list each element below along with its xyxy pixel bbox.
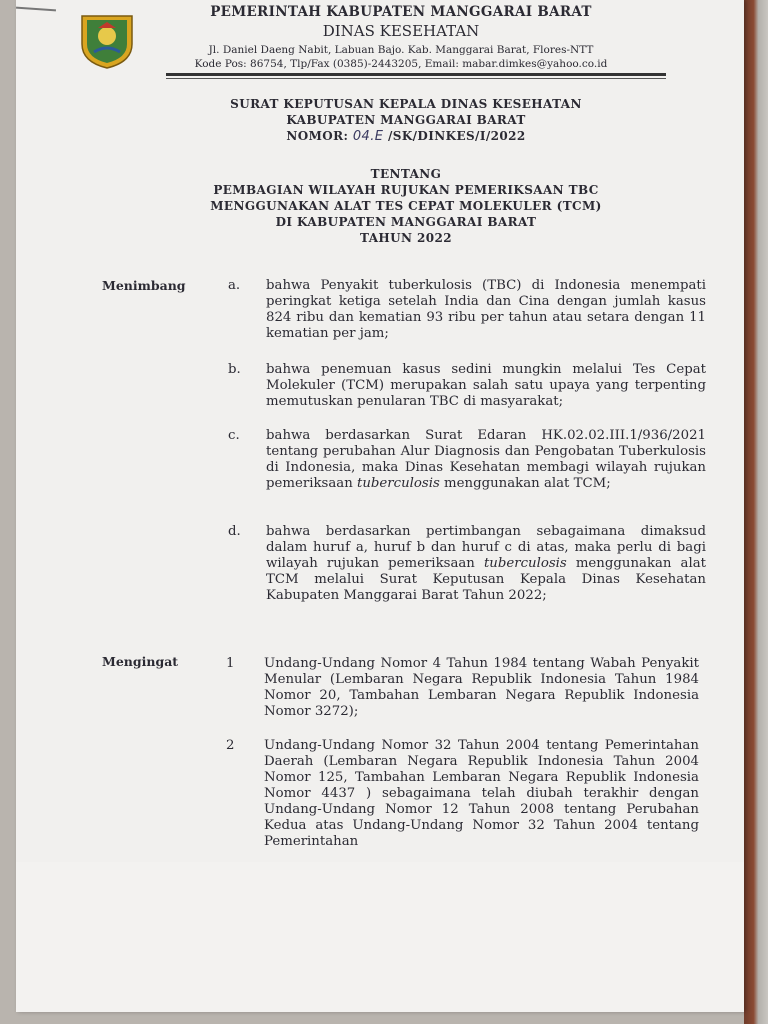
item-text: bahwa penemuan kasus sedini mungkin melalui Tes Cepat Molekuler (TCM) merupakan salah satu upaya yang terpenting memutuskan penularan TBC di masyarakat; <box>266 362 706 409</box>
regency-emblem-icon <box>76 10 138 70</box>
item-text: Undang-Undang Nomor 4 Tahun 1984 tentang Wabah Penyakit Menular (Lembaran Negara Republik Indonesia Tahun 1984 Nomor 20, Tambahan Lembaran Negara Republik Indonesia Nomor 3272); <box>264 656 699 719</box>
document-page <box>16 0 744 1012</box>
subject-line-2: MENGGUNAKAN ALAT TES CEPAT MOLEKULER (TCM) <box>210 199 602 213</box>
subject-heading <box>166 166 646 246</box>
menimbang-label: Menimbang <box>102 278 186 293</box>
letterhead-address: Jl. Daniel Daeng Nabit, Labuan Bajo. Kab. Manggarai Barat, Flores-NTT <box>208 44 594 56</box>
decree-number-suffix: /SK/DINKES/I/2022 <box>387 129 526 143</box>
item-marker: 2 <box>226 738 235 753</box>
subject-line-1: PEMBAGIAN WILAYAH RUJUKAN PEMERIKSAAN TBC <box>213 183 599 197</box>
subject-line-4: TAHUN 2022 <box>360 231 452 245</box>
subject-label: TENTANG <box>370 167 442 181</box>
item-text: Undang-Undang Nomor 32 Tahun 2004 tentang Pemerintahan Daerah (Lembaran Negara Republik Indonesia Tahun 2004 Nomor 125, Tambahan Lembaran Negara Republik Indonesia Nomor 4437 ) sebagaimana telah diubah terakhir dengan Undang-Undang Nomor 12 Tahun 2008 tentang Perubahan Kedua atas Undang-Undang Nomor 32 Tahun 2004 tentang Pemerintahan <box>264 738 699 849</box>
letterhead-rule-thick <box>166 73 666 76</box>
decree-number-label: NOMOR: <box>286 129 349 143</box>
item-marker: d. <box>228 524 241 539</box>
letterhead <box>166 2 636 70</box>
decree-number-handwritten: 04.E <box>352 129 384 144</box>
item-marker: c. <box>228 428 240 443</box>
letterhead-government: PEMERINTAH KABUPATEN MANGGARAI BARAT <box>210 4 592 20</box>
item-text: bahwa Penyakit tuberkulosis (TBC) di Indonesia menempati peringkat ketiga setelah India dan Cina dengan jumlah kasus 824 ribu dan kematian 93 ribu per tahun atau setara dengan 11 kematian per jam; <box>266 278 706 341</box>
item-marker: a. <box>228 278 241 293</box>
page-mark <box>16 7 56 12</box>
item-marker: 1 <box>226 656 235 671</box>
letterhead-rule-thin <box>166 78 666 79</box>
decree-heading <box>166 96 646 145</box>
mengingat-label: Mengingat <box>102 654 179 669</box>
decree-number <box>166 128 646 145</box>
item-text: bahwa berdasarkan pertimbangan sebagaimana dimaksud dalam huruf a, huruf b dan huruf c di atas, maka perlu di bagi wilayah rujukan pemeriksaan tuberculosis menggunakan alat TCM melalui Surat Keputusan Kepala Dinas Kesehatan Kabupaten Manggarai Barat Tahun 2022; <box>266 524 707 603</box>
subject-line-3: DI KABUPATEN MANGGARAI BARAT <box>275 215 537 229</box>
decree-title-2: KABUPATEN MANGGARAI BARAT <box>286 113 526 127</box>
binder-edge <box>744 0 768 1024</box>
letterhead-contact: Kode Pos: 86754, Tlp/Fax (0385)-2443205, Email: mabar.dimkes@yahoo.co.id <box>194 58 608 70</box>
page-cutoff <box>16 862 744 1012</box>
item-text: bahwa berdasarkan Surat Edaran HK.02.02.III.1/936/2021 tentang perubahan Alur Diagnosis dan Pengobatan Tuberkulosis di Indonesia, maka Dinas Kesehatan membagi wilayah rujukan pemeriksaan tuberculosis menggunakan alat TCM; <box>266 428 706 491</box>
letterhead-agency: DINAS KESEHATAN <box>322 22 480 40</box>
decree-title-1: SURAT KEPUTUSAN KEPALA DINAS KESEHATAN <box>230 97 582 111</box>
item-marker: b. <box>228 362 241 377</box>
